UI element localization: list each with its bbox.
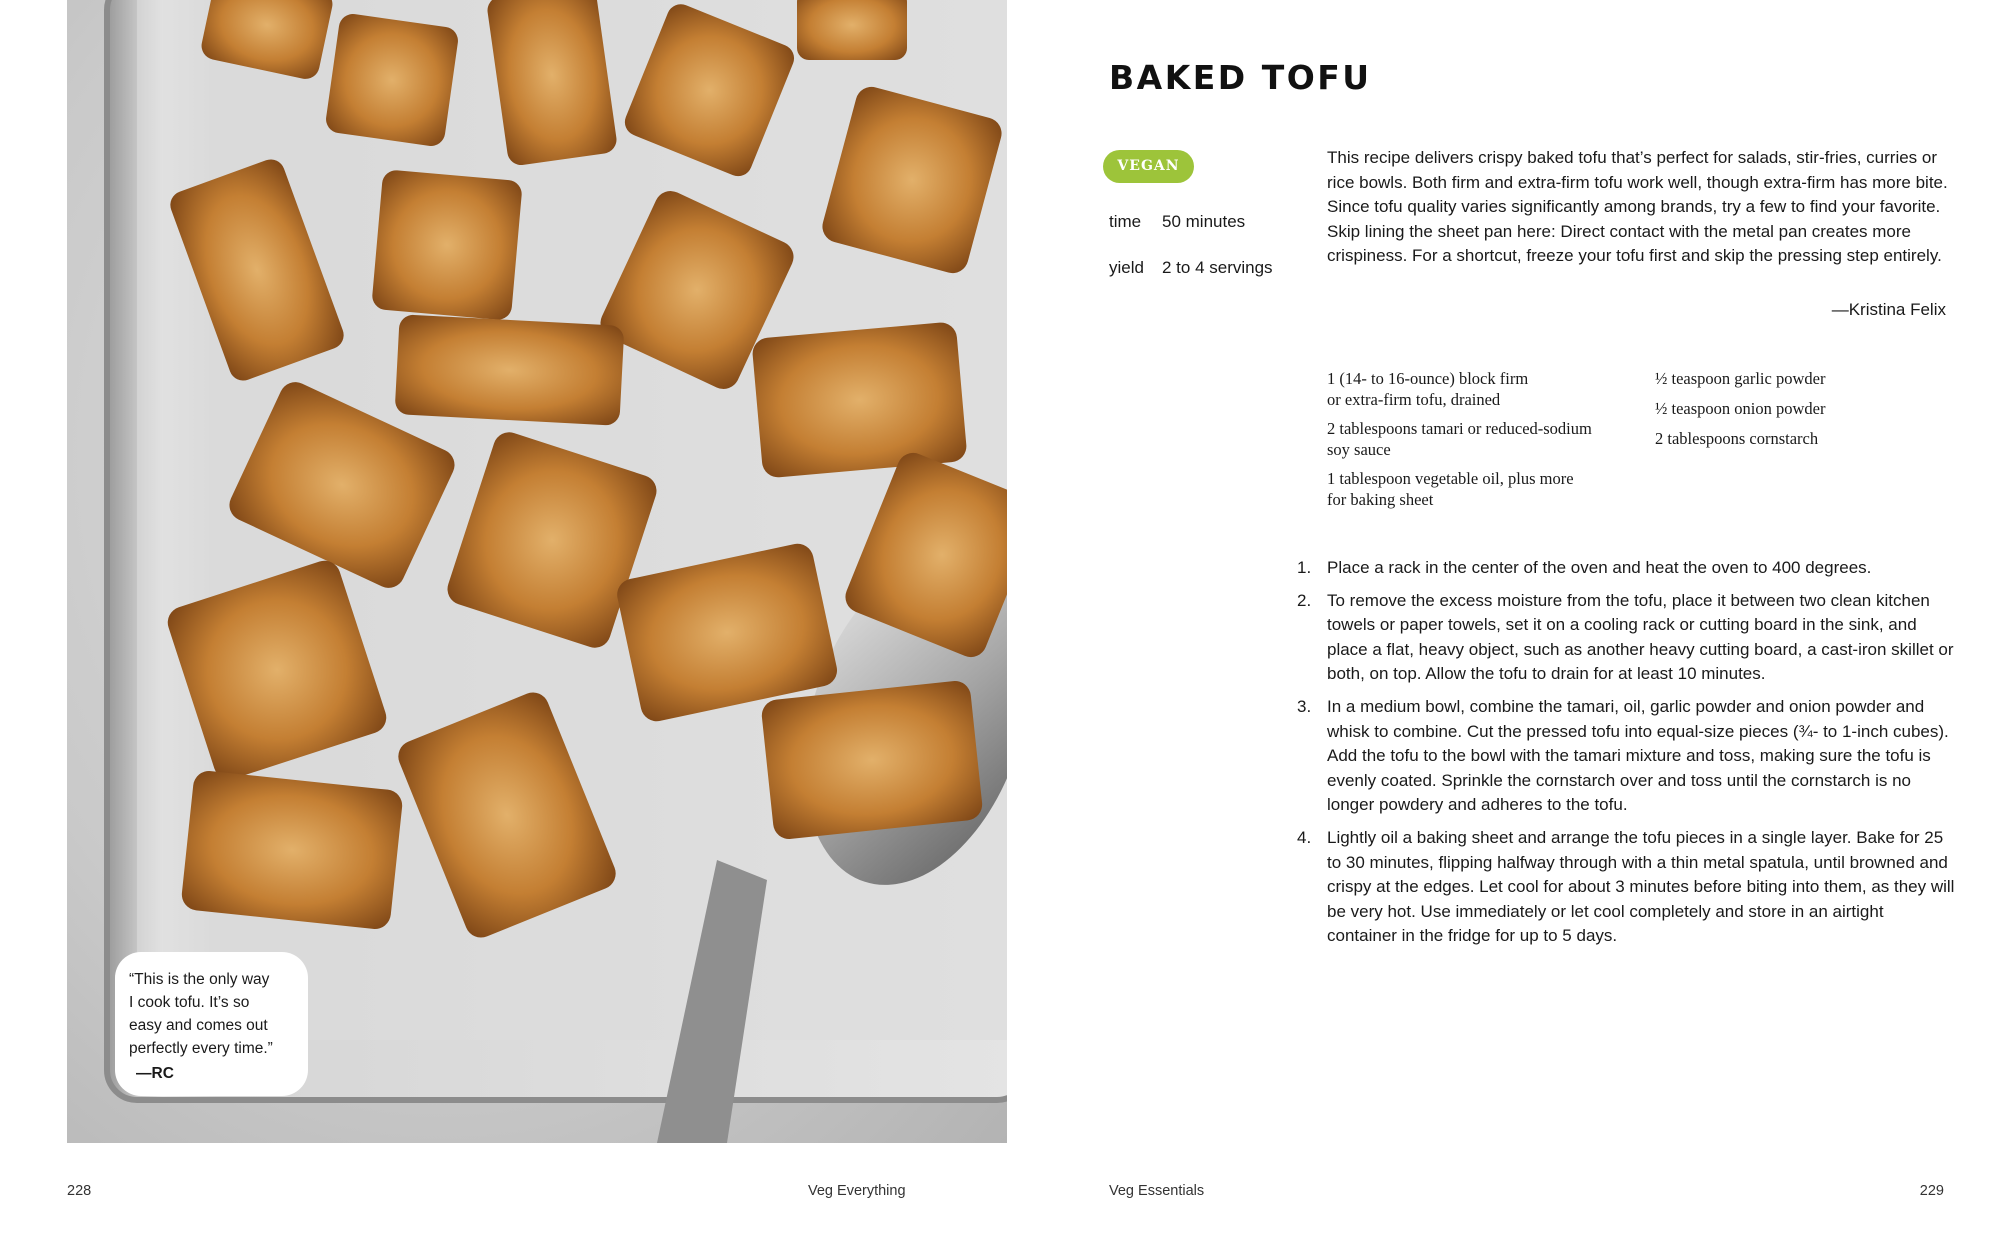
- recipe-step: [1297, 695, 1957, 818]
- step-number: 3.: [1297, 696, 1312, 716]
- yield-value: 2 to 4 servings: [1162, 258, 1273, 277]
- recipe-steps: [1297, 556, 1957, 957]
- step-number: 4.: [1297, 827, 1312, 847]
- recipe-time: [1109, 212, 1245, 232]
- step-number: 2.: [1297, 590, 1312, 610]
- pull-quote-text: “This is the only way I cook tofu. It’s so easy and comes out perfectly every time.”: [129, 971, 273, 1057]
- recipe-byline: —Kristina Felix: [1831, 300, 1946, 319]
- step-number: 1.: [1297, 558, 1312, 577]
- ingredient-item: 2 tablespoons tamari or reduced-sodium soy sauce: [1327, 419, 1592, 459]
- recipe-yield: [1109, 258, 1273, 278]
- step-text: In a medium bowl, combine the tamari, oil, garlic powder and onion powder and whisk to combine. Cut the pressed tofu into equal-size pieces (¾- to 1-inch cubes). Add the tofu to the bowl with the tamari mixture and toss, making sure the tofu is evenly coated. Sprinkle the cornstarch over and toss until the cornstarch is no longer powdery and adheres to the tofu.: [1327, 696, 1949, 815]
- vegan-badge: VEGAN: [1103, 150, 1194, 183]
- ingredient-item: 1 (14- to 16-ounce) block firm or extra-firm tofu, drained: [1327, 369, 1529, 409]
- left-running-title: Veg Everything: [808, 1183, 906, 1199]
- step-text: Lightly oil a baking sheet and arrange the tofu pieces in a single layer. Bake for 25 to 30 minutes, flipping halfway through with a thin metal spatula, until browned and crispy at the edges. Let cool for about 3 minutes before biting into them, as they will be very hot. Use immediately or let cool completely and store in an airtight container in the fridge for up to 5 days.: [1327, 827, 1955, 946]
- ingredients-column-2: [1655, 368, 1905, 458]
- recipe-intro: This recipe delivers crispy baked tofu that’s perfect for salads, stir-fries, curries or rice bowls. Both firm and extra-firm tofu work well, though extra-firm has more bite. Since tofu quality varies significantly among brands, try a few to find your favorite. Skip lining the sheet pan here: Direct contact with the metal pan creates more crispiness. For a shortcut, freeze your tofu first and skip the pressing step entirely.: [1327, 148, 1948, 266]
- ingredient-item: ½ teaspoon garlic powder: [1655, 369, 1826, 388]
- left-page-number: 228: [67, 1183, 92, 1199]
- yield-label: yield: [1109, 258, 1144, 277]
- recipe-step: [1297, 556, 1957, 581]
- ingredients-column-1: [1327, 368, 1627, 518]
- recipe-title: BAKED TOFU: [1109, 58, 1372, 97]
- pull-quote-signature: —RC: [136, 1065, 174, 1082]
- time-label: time: [1109, 212, 1142, 231]
- recipe-step: [1297, 589, 1957, 687]
- ingredient-item: ½ teaspoon onion powder: [1655, 399, 1826, 418]
- ingredient-item: 2 tablespoons cornstarch: [1655, 429, 1819, 448]
- ingredient-item: 1 tablespoon vegetable oil, plus more for baking sheet: [1327, 469, 1574, 509]
- right-running-title: Veg Essentials: [1109, 1183, 1205, 1199]
- step-text: Place a rack in the center of the oven and heat the oven to 400 degrees.: [1327, 558, 1872, 577]
- step-text: To remove the excess moisture from the tofu, place it between two clean kitchen towels or paper towels, set it on a cooling rack or cutting board in the sink, and place a flat, heavy object, such as another heavy cutting board, a cast-iron skillet or both, on top. Allow the tofu to drain for at least 10 minutes.: [1327, 590, 1954, 684]
- pull-quote-card: [115, 952, 308, 1096]
- recipe-step: [1297, 826, 1957, 949]
- time-value: 50 minutes: [1162, 212, 1246, 231]
- right-page-number: 229: [1919, 1183, 1944, 1199]
